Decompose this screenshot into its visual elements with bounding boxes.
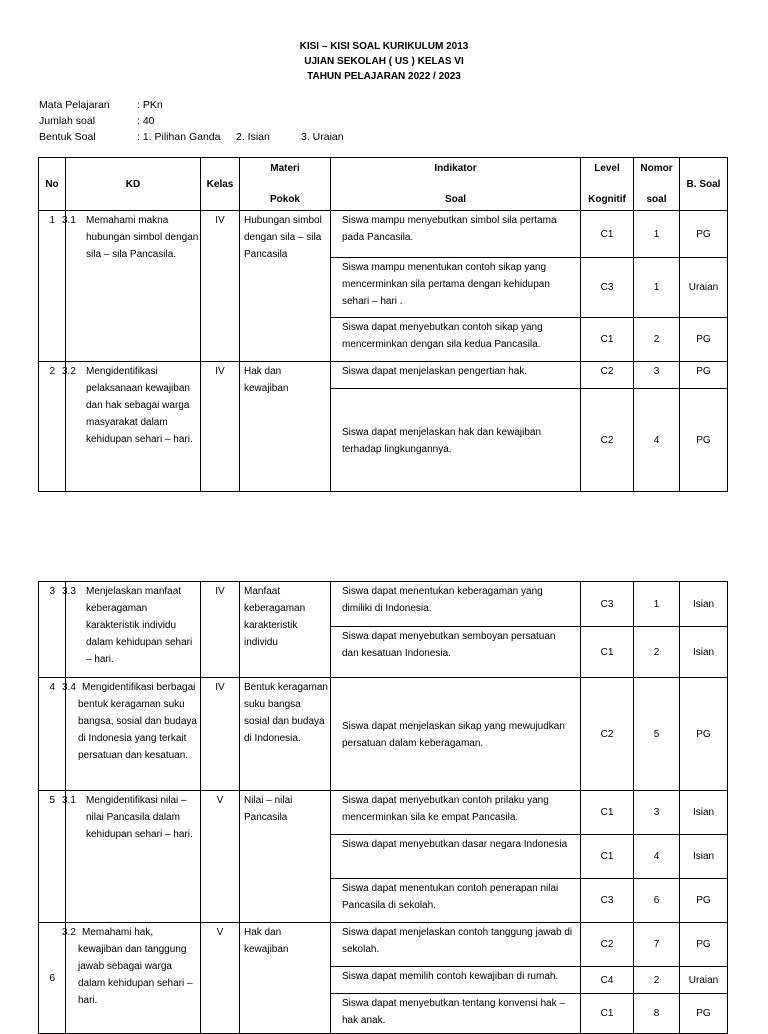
row-kd <box>62 923 201 1034</box>
document-year: TAHUN PELAJARAN 2022 / 2023 <box>307 71 461 82</box>
row-level: C1 <box>581 627 634 678</box>
row-indikator: Siswa dapat menyebutkan semboyan persatuan dan kesatuan Indonesia. <box>331 627 581 678</box>
row-level: C2 <box>581 389 634 492</box>
row-bsoal: Isian <box>680 835 728 879</box>
table-row <box>39 791 728 835</box>
row-kelas: IV <box>201 678 240 791</box>
header-indikator-bottom: Soal <box>444 194 467 205</box>
table-row <box>39 923 728 967</box>
header-materi-bottom: Pokok <box>269 194 300 205</box>
row-level: C1 <box>581 318 634 362</box>
row-bsoal: PG <box>680 879 728 923</box>
row-nomor: 4 <box>634 389 680 492</box>
kd-number: 3.2 <box>62 366 76 377</box>
row-indikator: Siswa mampu menyebutkan simbol sila pertama pada Pancasila. <box>331 211 581 258</box>
header-nomor <box>634 158 680 211</box>
kd-text: Mengidentifikasi nilai – nilai Pancasila dalam kehidupan sehari – hari. <box>86 795 193 840</box>
row-no: 5 <box>39 791 66 923</box>
row-bsoal: PG <box>680 923 728 967</box>
header-bsoal: B. Soal <box>680 158 728 211</box>
bentuk-label: Bentuk Soal <box>39 131 96 143</box>
kd-text: Memahami makna hubungan simbol dengan sila – sila Pancasila. <box>86 215 199 260</box>
row-kd <box>62 678 201 791</box>
row-bsoal: PG <box>680 678 728 791</box>
table-row <box>39 211 728 258</box>
row-bsoal: PG <box>680 994 728 1034</box>
row-bsoal: PG <box>680 318 728 362</box>
row-indikator: Siswa dapat menentukan contoh penerapan nilai Pancasila di sekolah. <box>331 879 581 923</box>
row-materi: Nilai – nilai Pancasila <box>240 791 331 923</box>
kd-number: 3.4 <box>62 682 76 693</box>
row-nomor: 4 <box>634 835 680 879</box>
table-row <box>39 678 728 791</box>
row-nomor: 7 <box>634 923 680 967</box>
row-level: C1 <box>581 835 634 879</box>
row-kd <box>62 791 201 923</box>
row-level: C3 <box>581 582 634 627</box>
row-indikator: Siswa dapat menyebutkan dasar negara Indonesia <box>331 835 581 879</box>
table-row <box>39 362 728 389</box>
row-level: C3 <box>581 258 634 318</box>
row-nomor: 1 <box>634 211 680 258</box>
row-kelas: V <box>201 791 240 923</box>
row-level: C1 <box>581 211 634 258</box>
row-indikator: Siswa dapat menyebutkan contoh prilaku yang mencerminkan sila ke empat Pancasila. <box>331 791 581 835</box>
kd-text: Menjelaskan manfaat keberagaman karakteristik individu dalam kehidupan sehari – hari. <box>86 586 193 665</box>
row-bsoal: PG <box>680 389 728 492</box>
kd-number: 3.1 <box>62 795 76 806</box>
row-kelas: IV <box>201 582 240 678</box>
header-level <box>581 158 634 211</box>
row-no: 1 <box>39 211 66 362</box>
header-materi <box>240 158 331 211</box>
row-kd <box>62 362 201 492</box>
kd-text: Mengidentifikasi pelaksanaan kewajiban dan hak sebagai warga masyarakat dalam kehidupan sehari – hari. <box>86 366 193 445</box>
header-no: No <box>39 158 66 211</box>
row-indikator: Siswa dapat menjelaskan contoh tanggung jawab di sekolah. <box>331 923 581 967</box>
row-bsoal: Isian <box>680 582 728 627</box>
jumlah-value: : 40 <box>137 115 155 127</box>
table-header-row <box>39 158 728 211</box>
row-kelas: IV <box>201 362 240 492</box>
row-bsoal: Uraian <box>680 258 728 318</box>
row-bsoal: PG <box>680 211 728 258</box>
header-materi-top: Materi <box>270 163 300 174</box>
document-title: KISI – KISI SOAL KURIKULUM 2013 <box>299 41 469 52</box>
row-level: C1 <box>581 791 634 835</box>
row-bsoal: Isian <box>680 791 728 835</box>
row-indikator: Siswa dapat memilih contoh kewajiban di rumah. <box>331 967 581 994</box>
row-kd <box>62 582 201 678</box>
row-bsoal: Isian <box>680 627 728 678</box>
header-indikator <box>331 158 581 211</box>
mapel-label: Mata Pelajaran <box>39 99 110 111</box>
row-no: 2 <box>39 362 66 492</box>
row-level: C4 <box>581 967 634 994</box>
kd-number: 3.3 <box>62 586 76 597</box>
kd-text: Memahami hak, kewajiban dan tanggung jawab sebagai warga dalam kehidupan sehari – hari. <box>78 927 193 1006</box>
row-nomor: 2 <box>634 318 680 362</box>
bentuk-option-1: : 1. Pilihan Ganda <box>137 131 221 143</box>
bentuk-option-3: 3. Uraian <box>301 131 344 143</box>
row-nomor: 8 <box>634 994 680 1034</box>
row-bsoal: PG <box>680 362 728 389</box>
row-no: 4 <box>39 678 66 791</box>
row-bsoal: Uraian <box>680 967 728 994</box>
header-nomor-bottom: soal <box>646 194 667 205</box>
row-level: C2 <box>581 678 634 791</box>
row-indikator: Siswa dapat menjelaskan hak dan kewajiban terhadap lingkungannya. <box>331 389 581 492</box>
document-subtitle: UJIAN SEKOLAH ( US ) KELAS VI <box>304 56 464 67</box>
row-materi: Manfaat keberagaman karakteristik individu <box>240 582 331 678</box>
row-indikator: Siswa mampu menentukan contoh sikap yang mencerminkan sila pertama dengan kehidupan sehari – hari . <box>331 258 581 318</box>
row-indikator: Siswa dapat menentukan keberagaman yang dimiliki di Indonesia. <box>331 582 581 627</box>
kd-text: Mengidentifikasi berbagai bentuk keragaman suku bangsa, sosial dan budaya di Indonesia yang terkait persatuan dan kesatuan. <box>78 682 197 761</box>
header-nomor-top: Nomor <box>640 163 673 174</box>
header-level-top: Level <box>594 163 620 174</box>
row-no: 6 <box>39 923 66 1034</box>
row-indikator: Siswa dapat menjelaskan pengertian hak. <box>331 362 581 389</box>
row-level: C2 <box>581 362 634 389</box>
header-kelas: Kelas <box>201 158 240 211</box>
jumlah-label: Jumlah soal <box>39 115 96 127</box>
row-materi: Hak dan kewajiban <box>240 923 331 1034</box>
row-nomor: 5 <box>634 678 680 791</box>
table-row <box>39 582 728 627</box>
row-materi: Hubungan simbol dengan sila – sila Pancasila <box>240 211 331 362</box>
header-level-bottom: Kognitif <box>588 194 626 205</box>
row-level: C3 <box>581 879 634 923</box>
bentuk-option-2: 2. Isian <box>236 131 270 143</box>
row-nomor: 2 <box>634 967 680 994</box>
row-indikator: Siswa dapat menjelaskan sikap yang mewujudkan persatuan dalam keberagaman. <box>331 678 581 791</box>
row-kelas: V <box>201 923 240 1034</box>
kd-number: 3.1 <box>62 215 76 226</box>
row-indikator: Siswa dapat menyebutkan tentang konvensi hak – hak anak. <box>331 994 581 1034</box>
row-indikator: Siswa dapat menyebutkan contoh sikap yang mencerminkan dengan sila kedua Pancasila. <box>331 318 581 362</box>
row-kd <box>62 211 201 362</box>
header-kd: KD <box>66 158 201 211</box>
row-kelas: IV <box>201 211 240 362</box>
row-nomor: 1 <box>634 258 680 318</box>
row-level: C1 <box>581 994 634 1034</box>
row-nomor: 1 <box>634 582 680 627</box>
header-indikator-top: Indikator <box>434 163 477 174</box>
kd-number: 3.2 <box>62 927 76 938</box>
row-nomor: 2 <box>634 627 680 678</box>
row-materi: Bentuk keragaman suku bangsa sosial dan budaya di Indonesia. <box>240 678 331 791</box>
row-materi: Hak dan kewajiban <box>240 362 331 492</box>
kisi-table-part-2 <box>38 581 728 1034</box>
row-level: C2 <box>581 923 634 967</box>
row-nomor: 6 <box>634 879 680 923</box>
row-nomor: 3 <box>634 362 680 389</box>
mapel-value: : PKn <box>137 99 163 111</box>
kisi-table-part-1 <box>38 157 728 492</box>
row-no: 3 <box>39 582 66 678</box>
row-nomor: 3 <box>634 791 680 835</box>
